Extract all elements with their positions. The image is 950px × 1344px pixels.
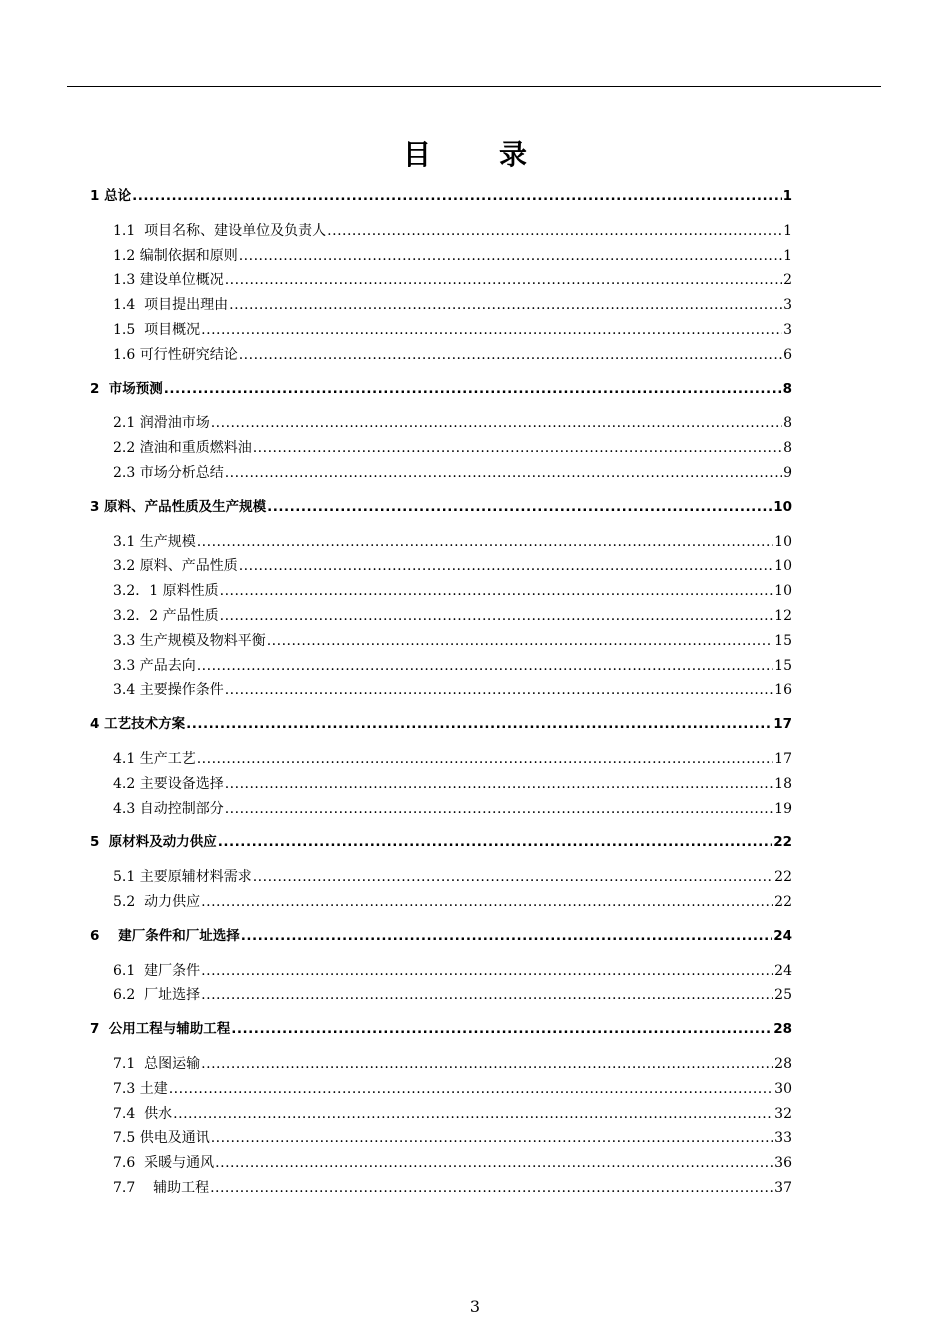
toc-section-entry[interactable] — [90, 554, 792, 579]
toc-entry-label: 7.5 供电及通讯 — [113, 1130, 210, 1147]
toc-entry-page: 28 — [773, 1021, 792, 1038]
toc-dot-leader — [201, 983, 773, 1008]
toc-entry-page: 10 — [774, 558, 792, 575]
toc-entry-page: 22 — [774, 893, 792, 910]
toc-dot-leader — [211, 411, 782, 436]
toc-entry-label: 3.2 原料、产品性质 — [113, 558, 238, 575]
toc-section-entry[interactable] — [90, 268, 792, 293]
toc-section-entry[interactable] — [90, 244, 792, 269]
toc-dot-leader — [241, 924, 773, 949]
toc-dot-leader — [267, 495, 772, 520]
toc-dot-leader — [211, 1126, 773, 1151]
toc-entry-page: 12 — [774, 607, 792, 624]
toc-dot-leader — [229, 293, 782, 318]
toc-section-entry[interactable] — [90, 678, 792, 703]
toc-entry-label: 7.1 总图运输 — [113, 1055, 201, 1072]
toc-entry-label: 6.2 厂址选择 — [113, 987, 201, 1004]
toc-entry-label: 5.2 动力供应 — [113, 893, 201, 910]
toc-entry-label: 5 原材料及动力供应 — [90, 834, 217, 851]
toc-section-entry[interactable] — [90, 772, 792, 797]
toc-section-entry[interactable] — [90, 747, 792, 772]
toc-dot-leader — [215, 1151, 773, 1176]
toc-entry-label: 6 建厂条件和厂址选择 — [90, 927, 240, 944]
toc-dot-leader — [239, 244, 782, 269]
toc-section-entry[interactable] — [90, 343, 792, 368]
toc-entry-page: 33 — [774, 1130, 792, 1147]
toc-section-entry[interactable] — [90, 797, 792, 822]
toc-entry-label: 3.2．1 原料性质 — [113, 583, 219, 600]
toc-dot-leader — [197, 530, 773, 555]
toc-entry-label: 4.3 自动控制部分 — [113, 800, 224, 817]
toc-entry-page: 17 — [773, 716, 792, 733]
toc-dot-leader — [173, 1102, 773, 1127]
toc-dot-leader — [169, 1077, 773, 1102]
toc-section-entry[interactable] — [90, 461, 792, 486]
toc-entry-label: 4.1 生产工艺 — [113, 750, 196, 767]
toc-entry-page: 37 — [774, 1179, 792, 1196]
toc-dot-leader — [225, 797, 773, 822]
toc-section-entry[interactable] — [90, 629, 792, 654]
toc-entry-page: 22 — [774, 869, 792, 886]
toc-dot-leader — [267, 629, 773, 654]
toc-entry-label: 6.1 建厂条件 — [113, 962, 201, 979]
toc-entry-label: 2.1 润滑油市场 — [113, 415, 210, 432]
toc-chapter-entry[interactable] — [90, 712, 792, 737]
toc-dot-leader — [231, 1017, 772, 1042]
toc-dot-leader — [225, 772, 773, 797]
toc-chapter-entry[interactable] — [90, 377, 792, 402]
toc-entry-label: 3.1 生产规模 — [113, 533, 196, 550]
toc-section-entry[interactable] — [90, 530, 792, 555]
toc-section-entry[interactable] — [90, 436, 792, 461]
toc-dot-leader — [201, 890, 773, 915]
toc-dot-leader — [225, 461, 782, 486]
toc-entry-label: 3.3 产品去向 — [113, 657, 196, 674]
toc-dot-leader — [239, 554, 773, 579]
toc-dot-leader — [220, 579, 774, 604]
toc-entry-label: 3.2．2 产品性质 — [113, 607, 219, 624]
toc-section-entry[interactable] — [90, 983, 792, 1008]
toc-entry-label: 5.1 主要原辅材料需求 — [113, 869, 252, 886]
toc-section-entry[interactable] — [90, 959, 792, 984]
toc-section-entry[interactable] — [90, 293, 792, 318]
toc-entry-page: 2 — [783, 272, 792, 289]
toc-entry-label: 3 原料、产品性质及生产规模 — [90, 498, 267, 515]
toc-section-entry[interactable] — [90, 1151, 792, 1176]
toc-chapter-entry[interactable] — [90, 924, 792, 949]
toc-dot-leader — [197, 747, 773, 772]
toc-dot-leader — [239, 343, 782, 368]
toc-entry-label: 7 公用工程与辅助工程 — [90, 1021, 231, 1038]
toc-entry-page: 18 — [774, 775, 792, 792]
toc-entry-label: 1.5 项目概况 — [113, 321, 201, 338]
toc-entry-page: 32 — [774, 1105, 792, 1122]
toc-entry-label: 3.3 生产规模及物料平衡 — [113, 632, 266, 649]
toc-entry-page: 19 — [774, 800, 792, 817]
toc-section-entry[interactable] — [90, 579, 792, 604]
toc-section-entry[interactable] — [90, 890, 792, 915]
toc-dot-leader — [197, 654, 773, 679]
toc-chapter-entry[interactable] — [90, 495, 792, 520]
toc-dot-leader — [186, 712, 772, 737]
toc-entry-label: 7.4 供水 — [113, 1105, 173, 1122]
toc-entry-page: 36 — [774, 1155, 792, 1172]
toc-section-entry[interactable] — [90, 1126, 792, 1151]
toc-section-entry[interactable] — [90, 654, 792, 679]
toc-entry-label: 1.4 项目提出理由 — [113, 297, 229, 314]
toc-dot-leader — [253, 436, 782, 461]
table-of-contents — [90, 184, 792, 1201]
toc-entry-label: 1.2 编制依据和原则 — [113, 247, 238, 264]
toc-dot-leader — [201, 959, 773, 984]
toc-entry-label: 1.3 建设单位概况 — [113, 272, 224, 289]
toc-chapter-entry[interactable] — [90, 830, 792, 855]
toc-entry-label: 7.3 土建 — [113, 1080, 168, 1097]
toc-entry-label: 7.6 采暖与通风 — [113, 1155, 215, 1172]
toc-entry-page: 16 — [774, 682, 792, 699]
toc-entry-page: 8 — [783, 440, 792, 457]
toc-entry-page: 1 — [783, 247, 792, 264]
toc-entry-page: 15 — [774, 632, 792, 649]
toc-dot-leader — [225, 678, 773, 703]
toc-section-entry[interactable] — [90, 1052, 792, 1077]
toc-dot-leader — [327, 219, 782, 244]
toc-entry-page: 3 — [783, 297, 792, 314]
toc-entry-label: 1.1 项目名称、建设单位及负责人 — [113, 222, 327, 239]
toc-entry-page: 8 — [782, 380, 792, 397]
toc-entry-label: 3.4 主要操作条件 — [113, 682, 224, 699]
toc-dot-leader — [253, 865, 773, 890]
toc-entry-page: 10 — [773, 498, 792, 515]
toc-entry-page: 24 — [773, 927, 792, 944]
toc-entry-label: 1 总论 — [90, 188, 132, 204]
toc-chapter-entry[interactable] — [90, 1017, 792, 1042]
toc-section-entry[interactable] — [90, 1077, 792, 1102]
toc-dot-leader — [225, 268, 782, 293]
toc-dot-leader — [210, 1176, 773, 1201]
toc-entry-label: 2.2 渣油和重质燃料油 — [113, 440, 252, 457]
toc-section-entry[interactable] — [90, 1102, 792, 1127]
page-number: 3 — [469, 1297, 481, 1316]
page-title: 目 录 — [402, 138, 547, 171]
toc-entry-page: 1 — [782, 188, 792, 204]
toc-entry-page: 8 — [783, 415, 792, 432]
toc-entry-page: 24 — [774, 962, 792, 979]
toc-section-entry[interactable] — [90, 318, 792, 343]
toc-dot-leader — [220, 604, 774, 629]
toc-entry-page: 15 — [774, 657, 792, 674]
toc-entry-page: 10 — [774, 533, 792, 550]
toc-entry-page: 28 — [774, 1055, 792, 1072]
toc-dot-leader — [201, 1052, 773, 1077]
toc-entry-page: 1 — [783, 222, 792, 239]
toc-entry-page: 9 — [783, 464, 792, 481]
toc-entry-page: 10 — [774, 583, 792, 600]
toc-entry-page: 3 — [783, 321, 792, 338]
toc-section-entry[interactable] — [90, 1176, 792, 1201]
toc-chapter-entry[interactable] — [90, 184, 792, 209]
toc-entry-page: 17 — [774, 750, 792, 767]
toc-entry-page: 22 — [773, 834, 792, 851]
header-rule — [67, 86, 881, 87]
toc-dot-leader — [218, 830, 772, 855]
toc-entry-label: 4 工艺技术方案 — [90, 716, 186, 733]
toc-section-entry[interactable] — [90, 865, 792, 890]
toc-entry-label: 1.6 可行性研究结论 — [113, 346, 238, 363]
toc-dot-leader — [132, 184, 782, 209]
toc-entry-page: 25 — [774, 987, 792, 1004]
toc-entry-label: 7.7 辅助工程 — [113, 1179, 210, 1196]
toc-entry-label: 4.2 主要设备选择 — [113, 775, 224, 792]
toc-entry-page: 6 — [783, 346, 792, 363]
toc-entry-page: 30 — [774, 1080, 792, 1097]
toc-dot-leader — [164, 377, 782, 402]
toc-section-entry[interactable] — [90, 604, 792, 629]
toc-entry-label: 2.3 市场分析总结 — [113, 464, 224, 481]
toc-section-entry[interactable] — [90, 219, 792, 244]
toc-dot-leader — [201, 318, 782, 343]
toc-entry-label: 2 市场预测 — [90, 380, 163, 397]
toc-section-entry[interactable] — [90, 411, 792, 436]
